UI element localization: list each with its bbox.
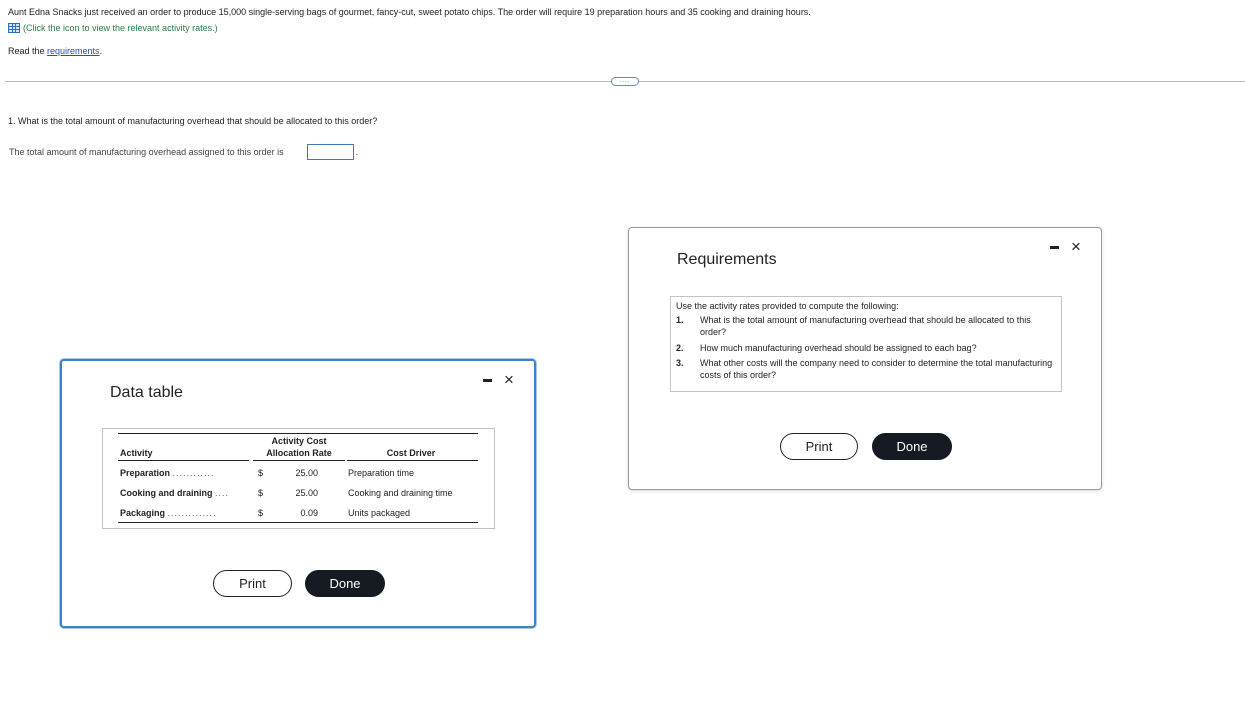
row-activity: Packaging — [120, 508, 166, 518]
activity-rates-hint[interactable] — [8, 23, 218, 33]
row-driver: Units packaged — [348, 508, 411, 518]
minimize-icon[interactable] — [483, 379, 492, 382]
requirement-text: What is the total amount of manufacturing overhead that should be allocated to this order? — [700, 315, 1031, 337]
row-rate: 25.00 — [295, 488, 318, 498]
header-rule-activity — [118, 460, 249, 461]
read-suffix: . — [99, 46, 103, 56]
read-requirements-row — [8, 46, 102, 56]
answer-label: The total amount of manufacturing overhead assigned to this order is — [9, 147, 284, 157]
dialog-controls — [1050, 239, 1081, 255]
requirement-item — [676, 357, 1056, 381]
dialog-title: Requirements — [677, 251, 777, 268]
minimize-icon[interactable] — [1050, 246, 1059, 249]
hint-text[interactable]: (Click the icon to view the relevant activity rates.) — [23, 23, 218, 33]
row-leader-dots: .............. — [167, 508, 217, 518]
activity-rates-table — [102, 428, 495, 529]
header-activity: Activity — [120, 448, 153, 458]
requirement-text: How much manufacturing overhead should be assigned to each bag? — [700, 343, 977, 353]
requirement-number: 2. — [676, 343, 684, 353]
requirement-item — [676, 342, 1056, 354]
print-button[interactable]: Print — [213, 570, 292, 597]
read-prefix: Read the — [8, 46, 48, 56]
dialog-controls — [483, 372, 514, 388]
divider-handle[interactable]: .... — [611, 77, 639, 86]
header-rule-driver — [347, 460, 478, 461]
answer-row — [9, 144, 358, 160]
row-currency: $ — [258, 468, 264, 478]
answer-period: . — [355, 147, 359, 157]
row-rate: 25.00 — [295, 468, 318, 478]
print-button[interactable]: Print — [780, 433, 858, 460]
requirement-number: 1. — [676, 315, 684, 325]
header-rule-rate — [253, 460, 345, 461]
requirements-link[interactable]: requirements — [47, 46, 100, 56]
row-rate: 0.09 — [300, 508, 318, 518]
row-leader-dots: .... — [215, 488, 230, 498]
table-row — [120, 508, 217, 518]
row-driver: Cooking and draining time — [348, 488, 453, 498]
row-activity: Preparation — [120, 468, 171, 478]
requirements-intro: Use the activity rates provided to compute the following: — [676, 301, 899, 311]
header-rate-line2: Allocation Rate — [266, 448, 332, 458]
row-currency: $ — [258, 508, 264, 518]
requirements-dialog — [628, 227, 1102, 490]
requirements-box — [670, 296, 1062, 392]
requirement-number: 3. — [676, 358, 684, 368]
question-1: 1. What is the total amount of manufacturing overhead that should be allocated to this order? — [8, 116, 378, 126]
close-icon[interactable]: × — [1071, 237, 1081, 256]
row-driver: Preparation time — [348, 468, 415, 478]
requirement-text: What other costs will the company need to consider to determine the total manufacturing costs of this order? — [700, 358, 1053, 380]
row-currency: $ — [258, 488, 264, 498]
table-row — [120, 468, 215, 478]
table-row — [120, 488, 229, 498]
done-button[interactable]: Done — [872, 433, 952, 460]
requirement-item — [676, 314, 1056, 338]
dialog-title: Data table — [110, 384, 183, 401]
table-top-rule — [118, 433, 478, 434]
close-icon[interactable]: × — [504, 370, 514, 389]
row-activity: Cooking and draining — [120, 488, 213, 498]
table-icon[interactable] — [8, 23, 20, 33]
data-table-dialog — [60, 359, 536, 628]
table-bottom-rule — [118, 522, 478, 523]
overhead-answer-input[interactable] — [307, 144, 354, 160]
done-button[interactable]: Done — [305, 570, 385, 597]
row-leader-dots: ............ — [172, 468, 215, 478]
header-rate-line1: Activity Cost — [271, 436, 327, 446]
problem-statement: Aunt Edna Snacks just received an order to produce 15,000 single-serving bags of gourmet, fancy-cut, sweet potato chips. The order will require 19 preparation hours and 35 cooking and draining hours. — [8, 7, 811, 17]
header-cost-driver: Cost Driver — [386, 448, 436, 458]
